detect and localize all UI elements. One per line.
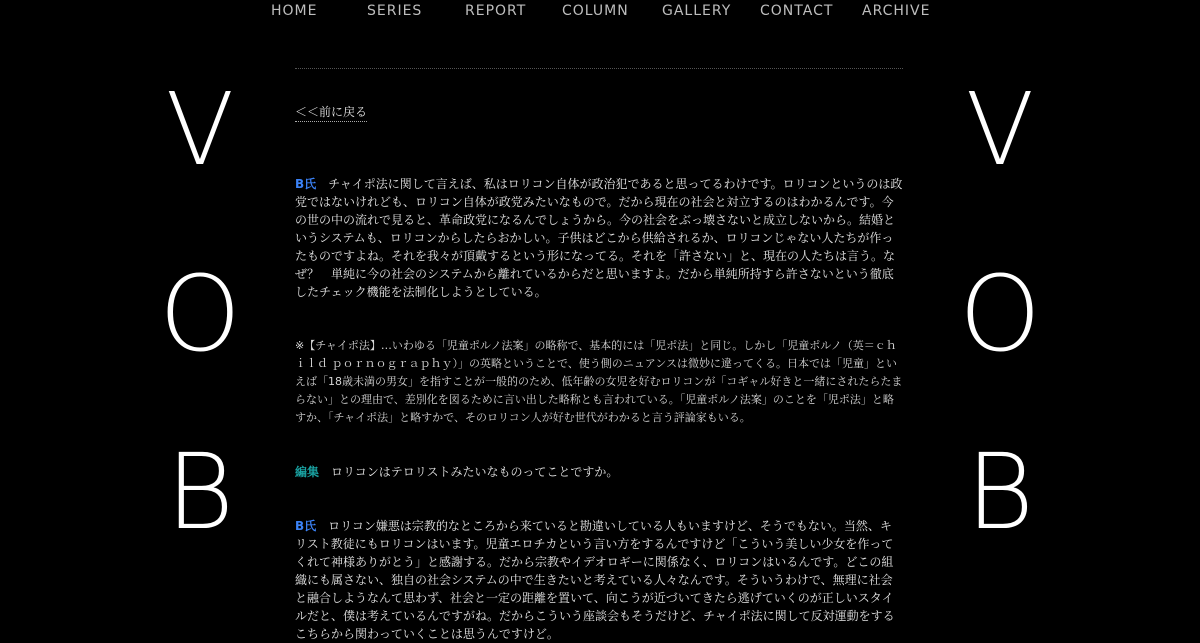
dialogue-paragraph [295,517,903,643]
nav-gallery-link[interactable]: GALLERY [662,3,732,19]
logo-letter-o-left: O [159,253,241,375]
speaker-label: 編集 [295,465,320,479]
logo-letter-v-right: V [965,71,1035,188]
paragraph-text: ロリコン嫌悪は宗教的なところから来ていると勘違いしている人もいますけど、そうでもない。当然、キリスト教徒にもロリコンはいます。児童エロチカという言い方をするんですけど「こういう美しい少女を作ってくれて神様ありがとう」と感謝する。だから宗教やイデオロギーに関係なく、ロリコンはいるんです。どこの組織にも属さない、独自の社会システムの中で生きたいと考えている人々なんです。そういうわけで、無理に社会と融合しようなんて思わず、社会と一定の距離を置いて、向こうが近づいてきたら逃げていくのが正しいスタイルだと、僕は考えているんですがね。だからこういう座談会もそうだけど、チャイポ法に関して反対運動をするこちらから関わっていくことは思うんですけど。 [295,519,895,641]
header-divider [295,68,903,69]
dialogue-paragraph [295,175,903,301]
nav-column-link[interactable]: COLUMN [562,3,629,19]
top-navigation [0,0,1200,24]
logo-letter-b-right: B [965,431,1035,553]
speaker-label: B氏 [295,177,317,191]
nav-archive-link[interactable]: ARCHIVE [862,3,931,19]
nav-report-link[interactable]: REPORT [465,3,527,19]
dialogue-paragraph [295,463,903,481]
nav-contact-link[interactable]: CONTACT [760,3,834,19]
nav-series-link[interactable]: SERIES [367,3,423,19]
footnote: ※【チャイポ法】…いわゆる「児童ポルノ法案」の略称で、基本的には「児ポ法」と同じ。しかし「児童ポルノ（英＝ｃｈｉｌｄ ｐｏｒｎｏｇｒａｐｈｙ）」の英略ということで、使う側のニュアンスは微妙に違ってくる。日本では「児童」といえば「18歳未満の男女」を指すことが一般的のため、低年齢の女児を好むロリコンが「コギャル好きと一緒にされたらたまらない」との理由で、差別化を図るために言い出した略称とも言われている。「児童ポルノ法案」のことを「児ポ法」と略すか、「チャイポ法」と略すかで、そのロリコン人が好む世代がわかると言う評論家もいる。 [295,339,903,424]
back-link[interactable]: ＜＜前に戻る [295,103,367,122]
logo-letter-o-right: O [959,253,1041,375]
logo-letter-b-left: B [165,431,235,553]
logo-letter-v-left: V [165,71,235,188]
speaker-label: B氏 [295,519,317,533]
nav-home-link[interactable]: HOME [271,3,318,19]
paragraph-text: ロリコンはテロリストみたいなものってことですか。 [331,465,619,479]
paragraph-text: チャイポ法に関して言えば、私はロリコン自体が政治犯であると思ってるわけです。ロリコンというのは政党ではないけれども、ロリコン自体が政党みたいなもので。だから現在の社会と対立するのはわかるんです。今の世の中の流れで見ると、革命政党になるんでしょうから。今の社会をぶっ壊さないと成立しないから。結婚というシステムも、ロリコンからしたらおかしい。子供はどこから供給されるか、ロリコンじゃない人たちが作ったものですよね。それを我々が頂戴するという形になってる。それを「許さない」と、現在の人たちは言う。なぜ？ 単純に今の社会のシステムから離れているからだと思いますよ。だから単純所持すら許さないという徹底したチェック機能を法制化しようとしている。 [295,177,903,299]
article-body [295,175,903,643]
